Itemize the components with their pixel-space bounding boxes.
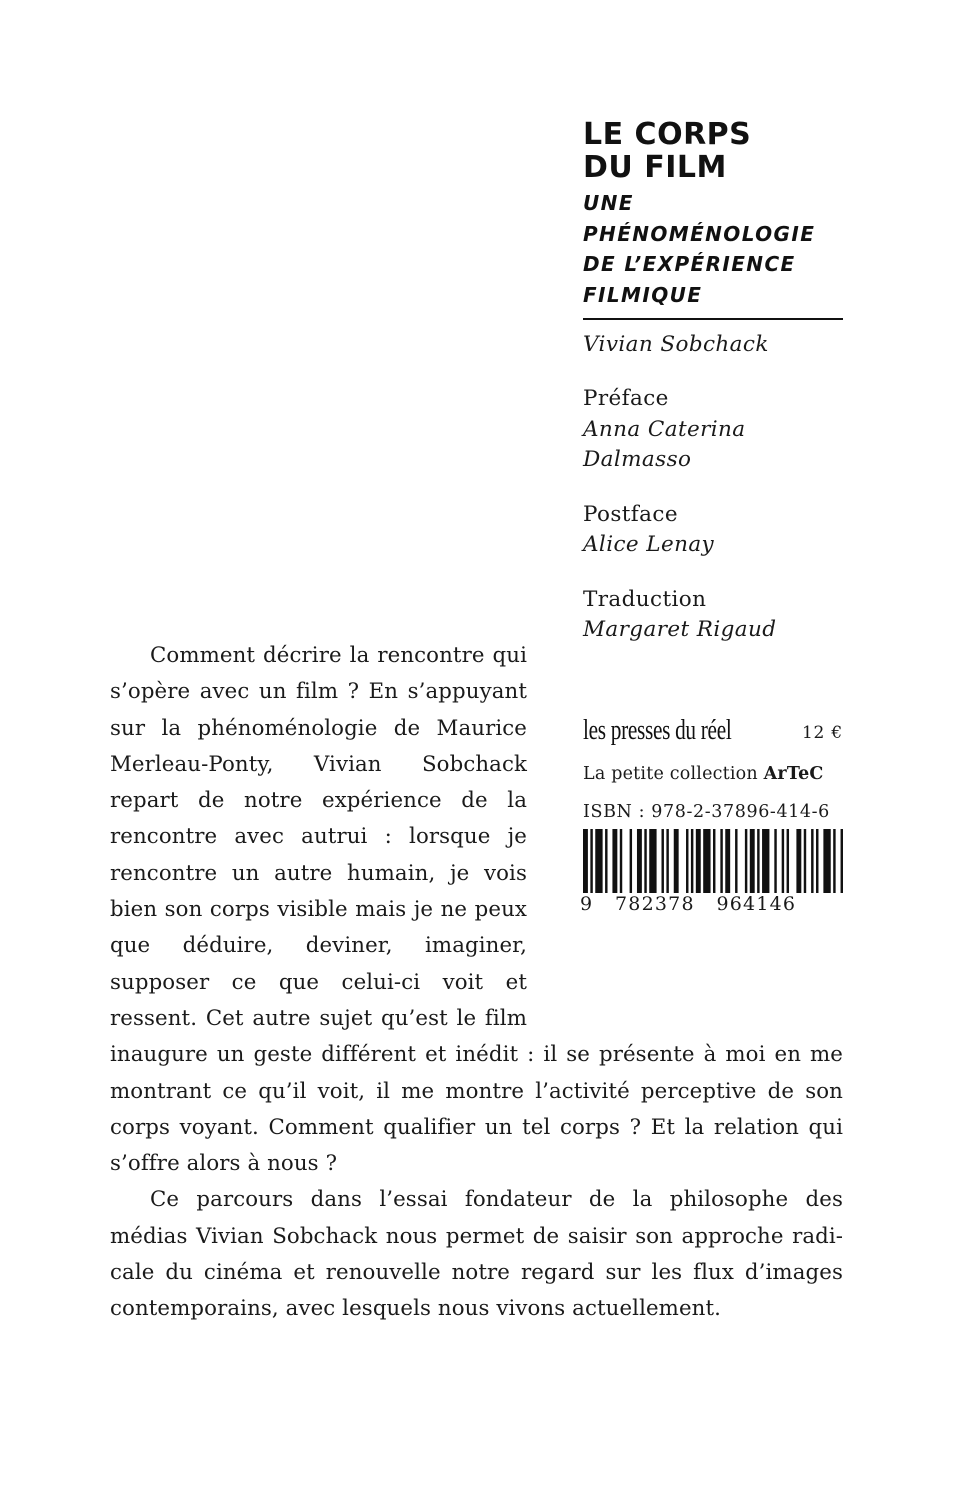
blurb-paragraph-2: Ce parcours dans l’essai fondateur de la philosophe des médias Vivian Sobchack nous permet de saisir son approche radicale du cinéma et renouvelle notre regard sur les flux d’images contemporains, avec lesquels nous vivons actuellement. (110, 1187, 843, 1322)
book-author: Vivian Sobchack (583, 332, 769, 357)
credit-name: Alice Lenay (583, 532, 715, 557)
book-info-column (583, 118, 843, 646)
subtitle-line: PHÉNOMÉNOLOGIE (583, 221, 816, 246)
blurb-text (110, 638, 843, 1328)
price: 12 € (801, 723, 843, 743)
subtitle-line: FILMIQUE (583, 282, 703, 307)
barcode-digits: 9 782378 964146 (580, 893, 797, 915)
credit-translation (583, 585, 843, 646)
title-divider (583, 318, 843, 320)
blurb-paragraph-1: Comment décrire la rencontre qui s’opère avec un film ? En s’appuyant sur la phénoménologie de Maurice Merleau-Ponty, Vivian Sobchack repart de notre expérience de la rencontre avec autrui : lorsque je rencontre un autre humain, je vois bien son corps visible mais je ne peux que déduire, deviner, imaginer, supposer ce que celui-ci voit et ressent. Cet autre sujet qu’est le film inaugure un geste différent et inédit : il se présente à moi en me montrant ce qu’il voit, il me montre l’activité perceptive de son corps voyant. Comment qualifier un tel corps ? Et la relation qui s’offre alors à nous ? (110, 643, 843, 1177)
credit-role: Préface (583, 386, 669, 411)
credit-preface (583, 384, 843, 476)
credit-name: Anna Caterina (583, 416, 746, 442)
layout-spacer (527, 638, 843, 1036)
subtitle-line: DE L’EXPÉRIENCE (583, 252, 796, 276)
isbn-label: ISBN : 978-2-37896-414-6 (583, 802, 830, 822)
credit-postface (583, 500, 843, 561)
collection-prefix: La petite collection (583, 764, 758, 784)
title-line-2: DU FILM (583, 150, 727, 185)
subtitle-line: UNE (583, 191, 634, 215)
book-title (583, 118, 843, 184)
credit-role: Traduction (583, 586, 707, 612)
title-line-1: LE CORPS (583, 117, 752, 152)
collection-brand: ArTeC (763, 764, 824, 784)
publisher-logo: les presses du réel (583, 715, 732, 746)
credit-name: Margaret Rigaud (583, 617, 777, 642)
credit-role: Postface (583, 501, 678, 527)
credit-name: Dalmasso (583, 447, 692, 472)
book-subtitle (583, 188, 843, 310)
